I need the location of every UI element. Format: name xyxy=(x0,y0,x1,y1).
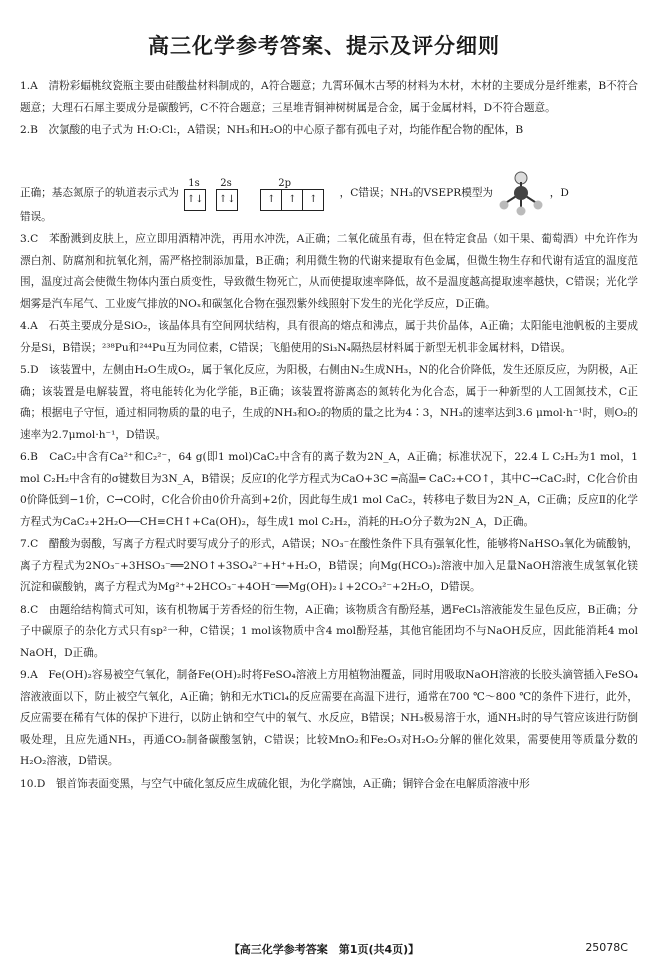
answer-item-4 xyxy=(20,316,638,359)
answer-text-line1: 次氯酸的电子式为 H:O:Cl:，A错误；NH₃和H₂O的中心原子都有孤电子对，均能作配合物的配体，B xyxy=(48,124,524,136)
answer-item-1 xyxy=(20,76,638,119)
answer-text-line2c: ，D xyxy=(549,187,569,199)
answer-text-line2b: ，C错误；NH₃的VSEPR模型为 xyxy=(339,187,494,199)
footer-code: 25078C xyxy=(585,941,628,954)
answer-label: 1.A xyxy=(20,80,38,92)
answer-text-line3: 错误。 xyxy=(20,211,52,223)
answer-label: 5.D xyxy=(20,364,39,376)
answer-label: 2.B xyxy=(20,124,38,136)
answer-item-10 xyxy=(20,774,638,796)
answer-text: 醋酸为弱酸，写离子方程式时要写成分子的形式，A错误；NO₃⁻在酸性条件下具有强氧化性，能够将NaHSO₃氧化为硫酸钠，离子方程式为2NO₃⁻+3HSO₃⁻══2NO↑+3SO₄²⁻+H⁺+H₂O，B错误；向Mg(HCO₃)₂溶液中加入足量NaOH溶液生成氢氧化镁沉淀和碳酸钠，离子方程式为Mg²⁺+2HCO₃⁻+4OH⁻══Mg(OH)₂↓+2CO₃²⁻+2H₂O，D错误。 xyxy=(20,538,639,593)
answer-label: 3.C xyxy=(20,233,39,245)
answer-text: 苯酚溅到皮肤上，应立即用酒精冲洗，再用水冲洗，A正确；二氧化硫虽有毒，但在特定食品（如干果、葡萄酒）中允许作为漂白剂、防腐剂和抗氧化剂，需严格控制添加量，B正确；利用微生物的代谢来提取有色金属，但微生物生存和代谢有适宜的温度范围，温度过高会使微生物体内蛋白质变性，导致微生物死亡，从而使提取速率降低，故不是温度越高提取速率越快，C错误；光化学烟雾是汽车尾气、工业废气排放的NOₓ和碳氢化合物在强烈紫外线照射下发生的光化学反应，D正确。 xyxy=(20,233,638,310)
answer-label: 4.A xyxy=(20,320,38,332)
answer-item-6 xyxy=(20,447,638,533)
answer-text: 石英主要成分是SiO₂，该晶体具有空间网状结构，具有很高的熔点和沸点，属于共价晶体，A正确；太阳能电池帆板的主要成分是Si，B错误；²³⁸Pu和²⁴⁴Pu互为同位素，C错误；飞船使用的Si₃N₄隔热层材料属于新型无机非金属材料，D错误。 xyxy=(20,320,638,354)
answer-item-5 xyxy=(20,360,638,446)
answer-text: 由题给结构简式可知，该有机物属于芳香烃的衍生物，A正确；该物质含有酚羟基，遇FeCl₃溶液能发生显色反应，B正确；分子中碳原子的杂化方式只有sp²一种，C错误；1 mol该物质中含4 mol酚羟基，其他官能团均不与NaOH反应，因此能消耗4 mol NaOH，D正确。 xyxy=(20,603,638,659)
answer-item-3 xyxy=(20,229,638,315)
footer-page-info: 【高三化学参考答案 第1页(共4页)】 xyxy=(228,943,420,956)
orbital-cell: ↑ xyxy=(309,194,318,205)
answer-text: 清粉彩蝠桃纹瓷瓶主要由硅酸盐材料制成的，A符合题意；九霄环佩木古琴的材料为木材，木材的主要成分是纤维素，B不符合题意；大理石石犀主要成分是碳酸钙，C不符合题意；三星堆青铜神树树属是合金，属于金属材料，D不符合题意。 xyxy=(20,80,638,114)
answer-item-9 xyxy=(20,665,638,773)
orbital-diagram xyxy=(184,175,334,211)
orbital-label: 1s xyxy=(188,178,200,189)
page-title: 高三化学参考答案、提示及评分细则 xyxy=(148,34,500,58)
answer-text: CaC₂中含有Ca²⁺和C₂²⁻，64 g(即1 mol)CaC₂中含有的离子数为2N_A，A正确；标准状况下，22.4 L C₂H₂为1 mol，1 mol C₂H₂中含有的σ键数目为3N_A，B错误；反应Ⅰ的化学方程式为CaO+3C ═高温═ CaC₂+CO↑，其中C→CaC₂时，C化合价由0价降低到−1价，C→CO时，C化合价由0价升高到+2价，因此每生成1 mol CaC₂，转移电子数目为2N_A，C正确；反应Ⅱ的化学方程式为CaC₂+2H₂O──CH≡CH↑+Ca(OH)₂，每生成1 mol C₂H₂，消耗的H₂O分子数为2N_A，D正确。 xyxy=(20,451,639,528)
orbital-cell: ↑↓ xyxy=(218,194,236,205)
answer-text-line2a: 正确；基态氮原子的轨道表示式为 xyxy=(20,187,179,199)
answer-item-2 xyxy=(20,120,638,228)
answer-item-7 xyxy=(20,534,638,599)
orbital-cell: ↑ xyxy=(282,190,303,210)
answer-text: Fe(OH)₂容易被空气氧化，制备Fe(OH)₂时将FeSO₄溶液上方用植物油覆盖，同时用吸取NaOH溶液的长胶头滴管插入FeSO₄溶液液面以下，防止被空气氧化，A正确；钠和无水TiCl₄的反应需要在高温下进行，通常在700 ℃～800 ℃的条件下进行，此外，反应需要在稀有气体的保护下进行，以防止钠和空气中的氧气、水反应，B错误；NH₃极易溶于水，通NH₃时的导气管应该进行防倒吸处理，且应先通NH₃，再通CO₂制备碳酸氢钠，C错误；比较MnO₂和Fe₂O₃对H₂O₂分解的催化效果，需要使用等质量分数的H₂O₂溶液，D错误。 xyxy=(20,669,639,767)
answer-label: 8.C xyxy=(20,603,39,616)
answer-list xyxy=(20,76,638,796)
answer-label: 6.B xyxy=(20,451,38,463)
orbital-label: 2p xyxy=(278,178,292,189)
answer-label: 10.D xyxy=(20,777,46,790)
answer-label: 7.C xyxy=(20,538,39,550)
answer-text: 银首饰表面变黑，与空气中硫化氢反应生成硫化银，为化学腐蚀，A正确；铜锌合金在电解质溶液中形 xyxy=(55,777,530,790)
answer-text: 该装置中，左侧由H₂O生成O₂，属于氧化反应，为阳极，右侧由N₂生成NH₃，N的化合价降低，发生还原反应，为阴极，A正确；该装置是电解装置，将电能转化为化学能，B正确；该装置将游离态的氮转化为化合态，属于一种新型的人工固氮技术，C正确；根据电子守恒，通过相同物质的量的电子，生成的NH₃和O₂的物质的量之比为4∶3，NH₃的速率达到3.6 μmol·h⁻¹时，则O₂的速率为2.7μmol·h⁻¹，D错误。 xyxy=(20,364,639,441)
orbital-label: 2s xyxy=(220,178,232,189)
orbital-cell: ↑ xyxy=(261,190,282,210)
orbital-cell: ↑↓ xyxy=(186,194,204,205)
answer-item-8 xyxy=(20,600,638,665)
answer-label: 9.A xyxy=(20,669,38,681)
